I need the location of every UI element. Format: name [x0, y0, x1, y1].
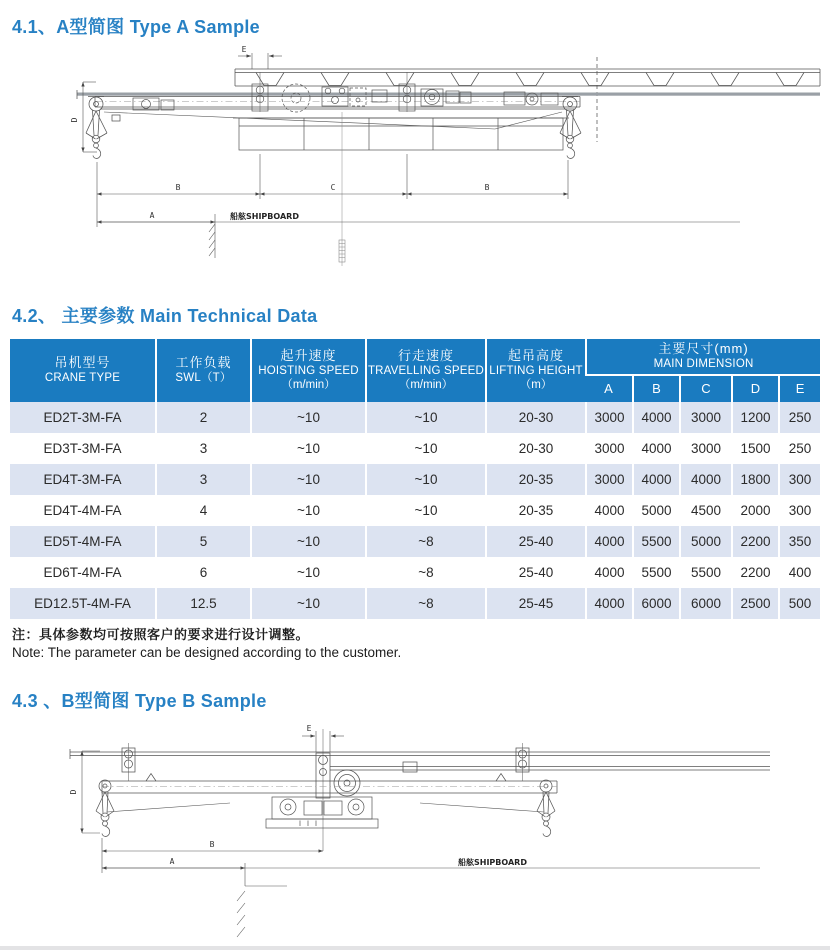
- table-cell: 2: [155, 402, 250, 433]
- table-cell: 350: [778, 526, 820, 557]
- table-cell: 4000: [632, 402, 679, 433]
- col-header-travelling: 行走速度 TRAVELLING SPEED （m/min）: [365, 339, 485, 402]
- page-bottom-edge: [0, 946, 830, 950]
- hoist-wire: [339, 112, 345, 266]
- table-cell: 2000: [731, 495, 778, 526]
- table-cell: ~10: [250, 557, 365, 588]
- table-cell: 4000: [585, 495, 632, 526]
- table-cell: 5500: [679, 557, 731, 588]
- overhead-rail: [70, 749, 770, 772]
- table-cell: 300: [778, 464, 820, 495]
- dim-e: [238, 53, 282, 69]
- table-cell: 4000: [585, 588, 632, 619]
- table-cell: 4000: [585, 557, 632, 588]
- table-cell: 5500: [632, 557, 679, 588]
- table-cell: 500: [778, 588, 820, 619]
- col-header-lifting: 起吊高度 LIFTING HEIGHT （m）: [485, 339, 585, 402]
- central-mast: [316, 729, 360, 851]
- table-cell: 3000: [585, 464, 632, 495]
- technical-data-table: [10, 339, 820, 619]
- col-header-dim-b: B: [632, 374, 679, 402]
- crane-type-cell: ED12.5T-4M-FA: [10, 588, 155, 619]
- table-row: [10, 433, 820, 464]
- col-header-crane-type: 吊机型号 CRANE TYPE: [10, 339, 155, 402]
- table-row: [10, 588, 820, 619]
- note-zh: 注：具体参数均可按照客户的要求进行设计调整。: [12, 627, 310, 642]
- table-cell: ~10: [250, 526, 365, 557]
- table-cell: ~10: [250, 402, 365, 433]
- table-cell: 4: [155, 495, 250, 526]
- table-cell: 25-40: [485, 526, 585, 557]
- table-cell: 6: [155, 557, 250, 588]
- dim-label-d: D: [70, 117, 79, 123]
- table-cell: 1500: [731, 433, 778, 464]
- dim-label-e: E: [241, 45, 247, 54]
- shipboard-label-a: 船舷SHIPBOARD: [230, 212, 299, 221]
- dim-label-e-b: E: [306, 724, 312, 733]
- hook-right-b: [420, 780, 555, 836]
- table-cell: ~10: [365, 402, 485, 433]
- table-cell: ~8: [365, 526, 485, 557]
- crane-type-cell: ED4T-3M-FA: [10, 464, 155, 495]
- col-header-dimension: 主要尺寸(mm) MAIN DIMENSION: [585, 339, 820, 374]
- dim-label-a-b: A: [169, 857, 175, 866]
- table-cell: 5000: [632, 495, 679, 526]
- table-cell: 20-30: [485, 402, 585, 433]
- col-header-dim-e: E: [778, 374, 820, 402]
- crane-type-cell: ED3T-3M-FA: [10, 433, 155, 464]
- table-row: [10, 464, 820, 495]
- table-cell: 20-35: [485, 495, 585, 526]
- table-cell: 25-40: [485, 557, 585, 588]
- crane-type-cell: ED2T-3M-FA: [10, 402, 155, 433]
- table-cell: 5: [155, 526, 250, 557]
- dim-label-b1: B: [175, 183, 181, 192]
- crane-type-cell: ED5T-4M-FA: [10, 526, 155, 557]
- dim-label-b-b: B: [209, 840, 215, 849]
- crane-type-cell: ED4T-4M-FA: [10, 495, 155, 526]
- table-cell: 3: [155, 464, 250, 495]
- table-row: [10, 557, 820, 588]
- table-cell: 2500: [731, 588, 778, 619]
- table-cell: 3000: [679, 433, 731, 464]
- table-row: [10, 402, 820, 433]
- dim-a: [97, 214, 740, 258]
- table-cell: 3000: [679, 402, 731, 433]
- dim-a-b: [102, 863, 760, 937]
- hook-left-b: [96, 780, 230, 836]
- hook-right: [495, 97, 581, 159]
- table-cell: 4000: [632, 464, 679, 495]
- table-cell: 12.5: [155, 588, 250, 619]
- table-cell: 400: [778, 557, 820, 588]
- table-cell: 4000: [679, 464, 731, 495]
- table-cell: ~8: [365, 588, 485, 619]
- table-cell: 5500: [632, 526, 679, 557]
- note-en: Note: The parameter can be designed according to the customer.: [12, 645, 402, 660]
- table-cell: 6000: [679, 588, 731, 619]
- table-cell: 250: [778, 433, 820, 464]
- dim-label-b2: B: [484, 183, 490, 192]
- table-cell: 3000: [585, 402, 632, 433]
- table-cell: 5000: [679, 526, 731, 557]
- table-cell: 6000: [632, 588, 679, 619]
- main-beam-b: [102, 774, 557, 794]
- table-cell: 3: [155, 433, 250, 464]
- table-cell: ~10: [365, 433, 485, 464]
- table-cell: 4000: [632, 433, 679, 464]
- table-cell: 1800: [731, 464, 778, 495]
- type-b-drawing: [0, 723, 830, 950]
- dim-d-b: [82, 751, 100, 833]
- table-cell: 3000: [585, 433, 632, 464]
- shipboard-label-b: 船舷SHIPBOARD: [458, 858, 527, 867]
- rail-hangers: [122, 743, 529, 781]
- col-header-dim-a: A: [585, 374, 632, 402]
- col-header-dim-d: D: [731, 374, 778, 402]
- table-cell: ~10: [250, 495, 365, 526]
- table-cell: 4000: [585, 526, 632, 557]
- table-cell: 1200: [731, 402, 778, 433]
- section-41-heading: 4.1、A型简图 Type A Sample: [12, 17, 260, 37]
- table-cell: 20-30: [485, 433, 585, 464]
- table-cell: ~10: [250, 588, 365, 619]
- table-notes: [12, 624, 401, 660]
- dim-label-a: A: [149, 211, 155, 220]
- table-cell: 250: [778, 402, 820, 433]
- table-cell: 2200: [731, 557, 778, 588]
- type-a-drawing: [0, 42, 830, 297]
- table-row: [10, 526, 820, 557]
- table-cell: 25-45: [485, 588, 585, 619]
- table-cell: ~10: [250, 433, 365, 464]
- col-header-swl: 工作负载 SWL（T）: [155, 339, 250, 402]
- table-cell: 300: [778, 495, 820, 526]
- hoist-unit: [266, 797, 378, 828]
- overhead-girder: [235, 57, 820, 142]
- table-cell: ~10: [365, 464, 485, 495]
- section-42-heading: 4.2、 主要参数 Main Technical Data: [12, 306, 318, 326]
- dim-label-d-b: D: [69, 789, 78, 795]
- table-cell: 4500: [679, 495, 731, 526]
- table-cell: 2200: [731, 526, 778, 557]
- crane-type-cell: ED6T-4M-FA: [10, 557, 155, 588]
- dim-label-c: C: [330, 183, 336, 192]
- section-43-heading: 4.3 、B型简图 Type B Sample: [12, 691, 267, 711]
- table-row: [10, 495, 820, 526]
- table-body: [10, 402, 820, 619]
- table-cell: ~8: [365, 557, 485, 588]
- table-cell: 20-35: [485, 464, 585, 495]
- table-cell: ~10: [250, 464, 365, 495]
- table-cell: ~10: [365, 495, 485, 526]
- col-header-hoisting: 起升速度 HOISTING SPEED （m/min）: [250, 339, 365, 402]
- col-header-dim-c: C: [679, 374, 731, 402]
- runway-rail: [77, 93, 820, 96]
